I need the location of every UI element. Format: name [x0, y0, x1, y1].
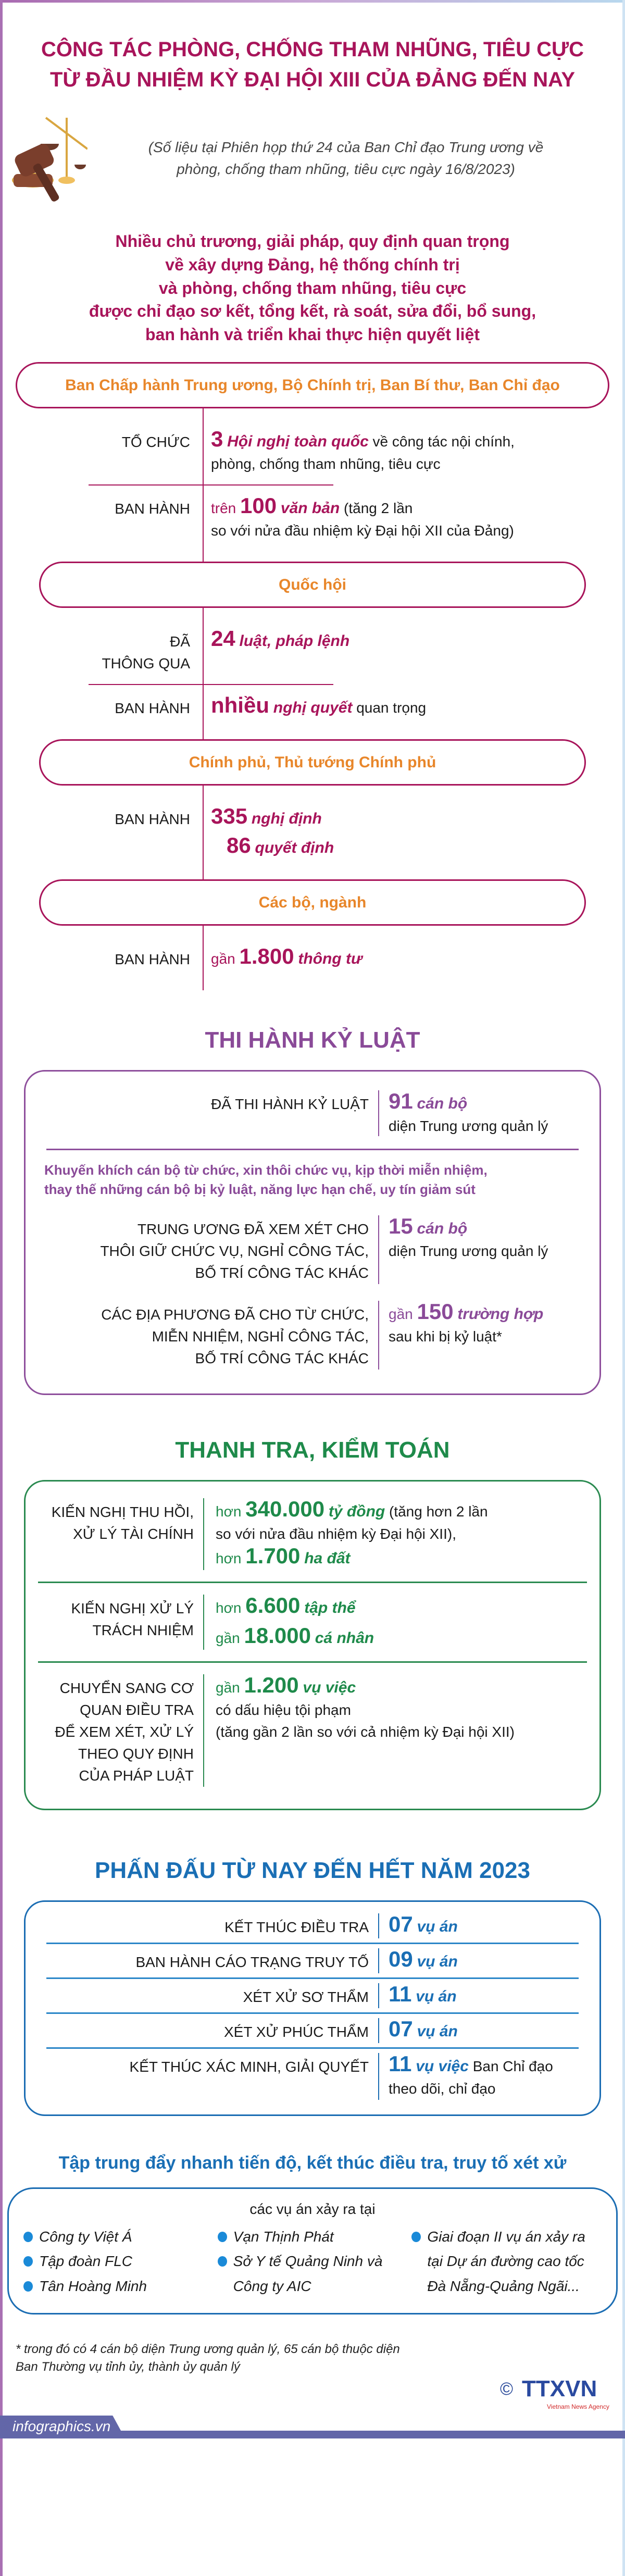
case-item-text: tại Dự án đường cao tốc [427, 2253, 584, 2270]
row-label-line: THEO QUY ĐỊNH [78, 1745, 194, 1762]
group-pill-central-committee [16, 362, 609, 408]
value-number: 11 [389, 1981, 412, 2006]
footer-site[interactable]: infographics.vn [12, 2418, 111, 2434]
value-unit: cá nhân [315, 1629, 374, 1647]
row-value [195, 694, 625, 719]
bullet-icon [23, 2256, 33, 2267]
cases-intro: các vụ án xảy ra tại [249, 2200, 376, 2217]
goal-label: XÉT XỬ PHÚC THẨM [46, 2018, 379, 2043]
value-number: 07 [389, 1911, 413, 1936]
row-label-line: TRUNG ƯƠNG ĐÃ XEM XÉT CHO [137, 1221, 369, 1238]
bullet-icon [218, 2256, 227, 2267]
goal-row [46, 2014, 579, 2049]
value-number: 91 [389, 1088, 413, 1113]
row [26, 1663, 599, 1798]
footnote-line: Ban Thường vụ tỉnh ủy, thành ủy quản lý [16, 2359, 240, 2374]
bullet-icon [23, 2281, 33, 2292]
row-value-line-2: so với nửa đầu nhiệm kỳ Đại hội XII của Đảng) [211, 522, 514, 539]
goal-value [379, 2018, 579, 2043]
value-unit: vụ việc [416, 2057, 469, 2075]
goal-label: KẾT THÚC XÁC MINH, GIẢI QUYẾT [46, 2053, 379, 2100]
row [26, 1082, 599, 1146]
value-unit: vụ án [416, 1987, 457, 2005]
goal-value [379, 1948, 579, 1973]
case-item [21, 2249, 216, 2274]
case-item-text: Đà Nẵng-Quảng Ngãi... [427, 2278, 580, 2294]
value-number: 86 [227, 832, 251, 857]
row-label [26, 1595, 203, 1641]
row-label-line: QUAN ĐIỀU TRA [80, 1701, 194, 1718]
row-label [26, 1215, 379, 1284]
value-number: 6.600 [245, 1592, 301, 1617]
value-unit: nghị định [251, 810, 322, 827]
case-item-continued [409, 2274, 604, 2299]
case-list-col-1 [21, 2224, 216, 2299]
value-number: 24 [211, 626, 235, 651]
row-label: TỔ CHỨC [121, 433, 190, 450]
copyright-icon: © [500, 2379, 514, 2399]
row-label [0, 628, 195, 675]
value-unit: tập thể [304, 1599, 356, 1616]
intro-line: được chỉ đạo sơ kết, tổng kết, rà soát, sửa đổi, bổ sung, [89, 302, 536, 321]
timeline-line [203, 786, 204, 879]
row-label-line: CÁC ĐỊA PHƯƠNG ĐÃ CHO TỪ CHỨC, [101, 1306, 369, 1323]
row-label-line: CHUYỂN SANG CƠ [59, 1679, 194, 1696]
value-unit: vụ án [417, 1918, 458, 1935]
goal-value-line-2: theo dõi, chỉ đạo [389, 2080, 496, 2097]
intro-line: về xây dựng Đảng, hệ thống chính trị [165, 255, 460, 274]
value-number: 1.700 [245, 1543, 301, 1568]
cases-heading: Tập trung đẩy nhanh tiến độ, kết thúc điều tra, truy tố xét xử [58, 2152, 567, 2173]
discipline-note-line: Khuyến khích cán bộ từ chức, xin thôi chức vụ, kịp thời miễn nhiệm, [44, 1162, 488, 1178]
row [26, 1583, 599, 1661]
row-label-line: XỬ LÝ TÀI CHÍNH [73, 1525, 194, 1542]
top-border [0, 0, 625, 3]
section-heading-inspection: THANH TRA, KIỂM TOÁN [175, 1437, 450, 1463]
row-label-line: KIẾN NGHỊ THU HỒI, [51, 1503, 194, 1520]
row-value-line-3: (tăng gần 2 lần so với cả nhiệm kỳ Đại hội XII) [216, 1723, 515, 1740]
value-prefix: gần [211, 950, 240, 967]
row [0, 618, 625, 684]
section-divider [46, 1149, 579, 1150]
row-value-line-2: phòng, chống tham nhũng, tiêu cực [211, 455, 441, 472]
row-label: BAN HÀNH [115, 811, 190, 827]
value-number: 11 [389, 2051, 412, 2076]
row-label [26, 1674, 203, 1787]
group-title: Quốc hội [279, 576, 346, 593]
value-text: (tăng hơn 2 lần [385, 1503, 488, 1520]
row-label-line: THÔNG QUA [102, 655, 190, 671]
value-prefix: hơn [216, 1550, 246, 1566]
row [0, 936, 625, 980]
timeline-line [203, 608, 204, 739]
row-label: BAN HÀNH [115, 700, 190, 716]
value-unit: luật, pháp lệnh [239, 632, 350, 650]
row-label-line: TRÁCH NHIỆM [92, 1622, 194, 1638]
row [0, 796, 625, 869]
value-unit: vụ án [417, 2022, 458, 2040]
row-label [26, 1498, 203, 1545]
case-grid [21, 2224, 604, 2299]
case-item [409, 2224, 604, 2249]
row [26, 1487, 599, 1582]
value-number: 1.200 [244, 1672, 299, 1697]
subtitle-line-2: phòng, chống tham nhũng, tiêu cực ngày 16/8/2023) [177, 160, 515, 177]
group-title: Chính phủ, Thủ tướng Chính phủ [189, 753, 436, 771]
value-unit: ha đất [304, 1549, 351, 1567]
row [0, 486, 625, 551]
case-item [21, 2224, 216, 2249]
goal-value [379, 2053, 579, 2100]
agency-text: Vietnam News Agency [547, 2403, 609, 2410]
case-item-text: Tân Hoàng Minh [39, 2278, 147, 2294]
case-item [21, 2274, 216, 2299]
row-value [195, 628, 625, 653]
subtitle [88, 136, 594, 180]
case-list-col-2 [216, 2224, 410, 2299]
group-title: Ban Chấp hành Trung ương, Bộ Chính trị, Ban Bí thư, Ban Chỉ đạo [65, 376, 560, 394]
group-title: Các bộ, ngành [258, 893, 367, 911]
value-unit: cán bộ [417, 1094, 468, 1112]
value-text: về công tác nội chính, [368, 433, 515, 450]
row-value [379, 1090, 599, 1137]
row-value-line-2: so với nửa đầu nhiệm kỳ Đại hội XII), [216, 1525, 456, 1542]
row-value-line-2: diện Trung ương quản lý [389, 1117, 548, 1134]
case-item-text: Công ty Việt Á [39, 2228, 132, 2245]
goal-label: BAN HÀNH CÁO TRẠNG TRUY TỐ [46, 1948, 379, 1973]
row-label-line: CỦA PHÁP LUẬT [79, 1767, 194, 1784]
case-list-col-3 [409, 2224, 604, 2299]
group-body [0, 608, 625, 739]
title-line-1: CÔNG TÁC PHÒNG, CHỐNG THAM NHŨNG, TIÊU CỰC [41, 38, 584, 61]
bullet-icon [411, 2232, 421, 2242]
value-number: 1.800 [239, 943, 294, 968]
value-unit: nghị quyết [273, 699, 353, 716]
intro-line: và phòng, chống tham nhũng, tiêu cực [158, 278, 467, 297]
cases-box [7, 2187, 618, 2315]
goal-row [46, 2049, 579, 2104]
row-label: BAN HÀNH [115, 500, 190, 517]
group-body [0, 786, 625, 879]
row-value [195, 428, 625, 475]
goal-value [379, 1983, 579, 2008]
row-value [195, 495, 625, 542]
value-number: 335 [211, 803, 248, 828]
row-label [26, 1301, 379, 1370]
value-unit: trường hợp [457, 1305, 544, 1323]
row-label: ĐÃ THI HÀNH KỶ LUẬT [26, 1090, 379, 1136]
case-item-text: Sở Y tế Quảng Ninh và [233, 2253, 383, 2270]
case-item-text: Giai đoạn II vụ án xảy ra [427, 2228, 585, 2245]
value-number: 07 [389, 2016, 413, 2041]
value-text: quan trọng [352, 699, 427, 716]
value-unit: thông tư [298, 950, 362, 967]
value-unit: văn bản [280, 499, 340, 517]
row [26, 1207, 599, 1292]
case-item-text: Tập đoàn FLC [39, 2253, 132, 2270]
value-unit: tỷ đồng [328, 1502, 385, 1520]
footnote [0, 2314, 625, 2375]
case-item-continued [216, 2274, 410, 2299]
row-value [195, 805, 625, 860]
value-number: 09 [389, 1946, 413, 1971]
group-pill-national-assembly [39, 562, 586, 608]
value-unit: cán bộ [417, 1220, 468, 1238]
goal-value [379, 1913, 579, 1938]
value-number: 3 [211, 426, 223, 451]
value-prefix: gần [216, 1629, 244, 1646]
group-body [0, 926, 625, 990]
bullet-icon [23, 2232, 33, 2242]
discipline-note-line: thay thế những cán bộ bị kỷ luật, năng lực hạn chế, uy tín giảm sút [44, 1181, 476, 1198]
goal-row [46, 1979, 579, 2014]
row-value [203, 1674, 599, 1787]
ttxvn-logo [500, 2376, 615, 2412]
row-value-line-2: có dấu hiệu tội phạm [216, 1701, 351, 1718]
footnote-line: * trong đó có 4 cán bộ diện Trung ương quản lý, 65 cán bộ thuộc diện [16, 2342, 400, 2357]
row-value [379, 1301, 599, 1348]
subtitle-row [0, 97, 625, 204]
logo-text: TTXVN [522, 2375, 597, 2401]
value-unit: Hội nghị toàn quốc [227, 432, 369, 450]
value-number: 18.000 [244, 1623, 311, 1648]
intro-text [0, 230, 625, 346]
case-item-text: Vạn Thịnh Phát [233, 2228, 334, 2245]
group-pill-ministries [39, 879, 586, 926]
row-label: BAN HÀNH [115, 951, 190, 967]
row [26, 1292, 599, 1378]
intro-line: Nhiều chủ trương, giải pháp, quy định quan trọng [115, 232, 510, 251]
row [0, 419, 625, 484]
row-value [195, 945, 625, 970]
value-unit: vụ việc [303, 1678, 356, 1696]
value-text: Ban Chỉ đạo [468, 2058, 553, 2074]
bullet-icon [218, 2232, 227, 2242]
page-title [0, 0, 625, 93]
value-number: 340.000 [245, 1496, 325, 1521]
footer [0, 2376, 625, 2438]
case-item-text: Công ty AIC [233, 2278, 311, 2294]
row-label-line: KIẾN NGHỊ XỬ LÝ [71, 1600, 194, 1616]
value-prefix: hơn [216, 1599, 246, 1616]
row-label-line: ĐÃ [170, 633, 190, 650]
timeline-line [203, 408, 204, 562]
value-prefix: hơn [216, 1503, 246, 1520]
value-number: nhiều [211, 692, 269, 717]
goal-label: KẾT THÚC ĐIỀU TRA [46, 1913, 379, 1938]
value-prefix: gần [216, 1679, 244, 1696]
discipline-box [24, 1070, 601, 1395]
left-border [0, 0, 3, 2576]
case-item-continued [409, 2249, 604, 2274]
section-heading-discipline: THI HÀNH KỶ LUẬT [205, 1027, 420, 1053]
value-prefix: gần [389, 1306, 417, 1323]
group-body [0, 408, 625, 562]
timeline-line [203, 926, 204, 990]
value-unit: vụ án [417, 1952, 458, 1970]
row-label-line: BỐ TRÍ CÔNG TÁC KHÁC [195, 1265, 369, 1281]
case-item [216, 2249, 410, 2274]
row-label-line: BỐ TRÍ CÔNG TÁC KHÁC [195, 1350, 369, 1367]
group-pill-government [39, 739, 586, 786]
section-heading-goals: PHẤN ĐẤU TỪ NAY ĐẾN HẾT NĂM 2023 [95, 1857, 530, 1883]
value-prefix: trên [211, 500, 241, 516]
case-item [216, 2224, 410, 2249]
row-label-line: MIỄN NHIỆM, NGHỈ CÔNG TÁC, [152, 1328, 369, 1345]
row-value-line-2: sau khi bị kỷ luật* [389, 1328, 502, 1345]
row [0, 685, 625, 729]
row-value [203, 1592, 599, 1650]
row-label-line: THÔI GIỮ CHỨC VỤ, NGHỈ CÔNG TÁC, [100, 1243, 369, 1260]
row-label-line: ĐỂ XEM XÉT, XỬ LÝ [55, 1723, 194, 1740]
row-value [203, 1498, 599, 1570]
gavel-scales-icon [9, 113, 88, 204]
value-text: (tăng 2 lần [340, 500, 413, 516]
intro-line: ban hành và triển khai thực hiện quyết liệt [145, 325, 480, 344]
right-border [622, 0, 625, 2576]
inspection-box [24, 1480, 601, 1810]
goal-label: XÉT XỬ SƠ THẨM [46, 1983, 379, 2008]
value-number: 15 [389, 1214, 413, 1239]
goal-row [46, 1909, 579, 1944]
title-line-2: TỪ ĐẦU NHIỆM KỲ ĐẠI HỘI XIII CỦA ĐẢNG ĐẾN NAY [49, 68, 576, 91]
subtitle-line-1: (Số liệu tại Phiên họp thứ 24 của Ban Chỉ đạo Trung ương về [148, 139, 544, 155]
row-value-line-2: diện Trung ương quản lý [389, 1243, 548, 1260]
value-number: 150 [417, 1299, 454, 1324]
discipline-note [26, 1153, 599, 1207]
row-value [379, 1215, 599, 1262]
goal-row [46, 1944, 579, 1979]
value-number: 100 [240, 493, 277, 518]
value-unit: quyết định [255, 839, 334, 856]
goals-box [24, 1900, 601, 2116]
